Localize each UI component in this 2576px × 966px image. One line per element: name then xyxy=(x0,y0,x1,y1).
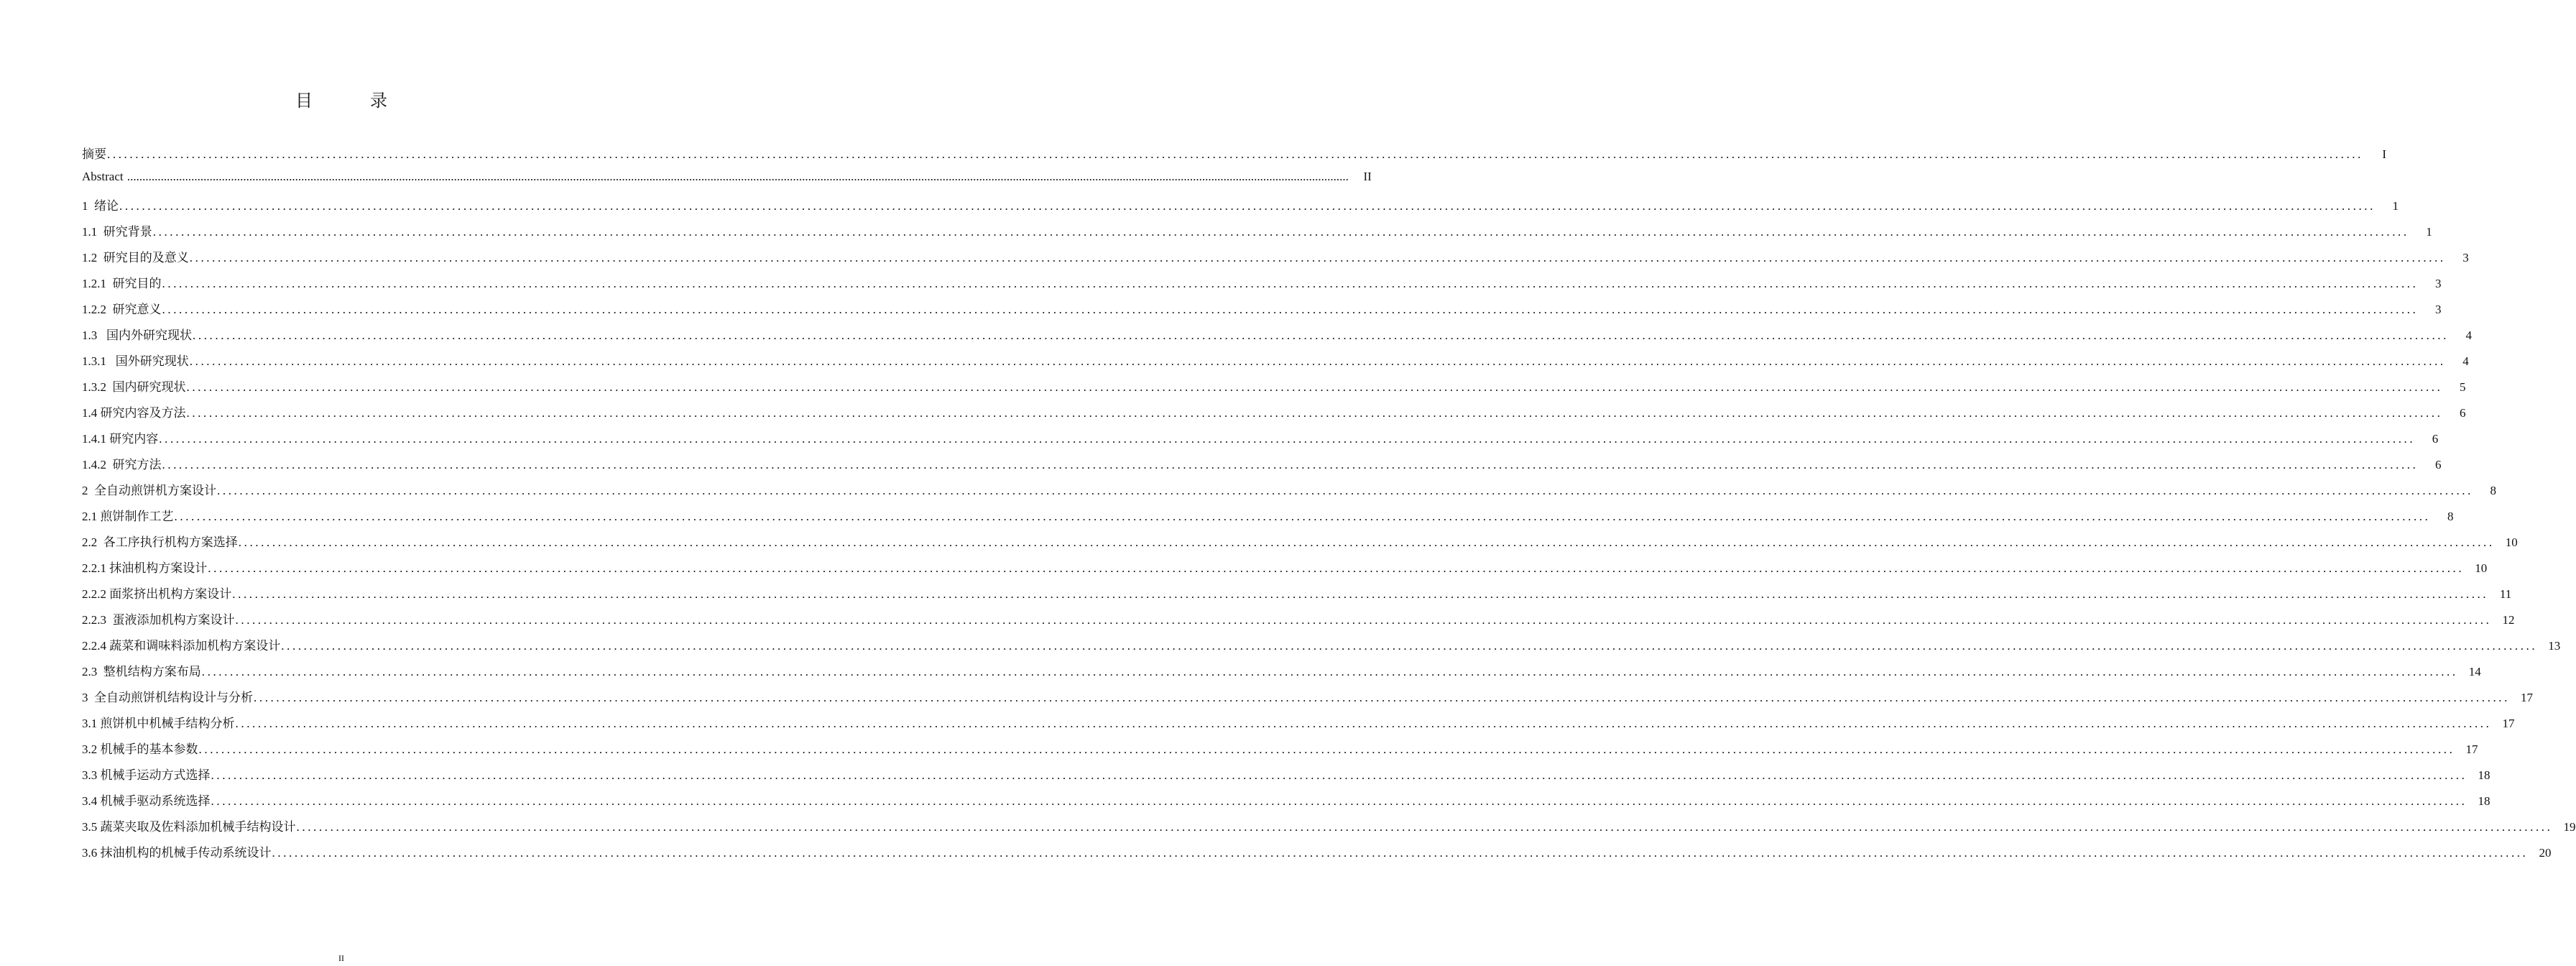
toc-entry-page-number: 11 xyxy=(2499,587,2512,601)
toc-entry-label: 3 全自动煎饼机结构设计与分析 xyxy=(82,691,253,704)
toc-entry-page-number: 19 xyxy=(2563,820,2576,834)
dot-leader: ................................................................................................................................................................................................................................................................................................................................................................................................................ xyxy=(211,768,2467,782)
toc-entry-page-number: 8 xyxy=(2447,510,2454,523)
dot-leader: ................................................................................................................................................................................................................................................................................................................................................................................................................ xyxy=(208,561,2465,575)
toc-entry-page-number: I xyxy=(2382,147,2386,161)
dot-leader: ................................................................................................................................................................................................................................................................................................................................................................................................................ xyxy=(159,432,2416,446)
toc-entry-label: 3.6 抹油机构的机械手传动系统设计 xyxy=(82,846,272,860)
dot-leader: ................................................................................................................................................................................................................................................................................................................................................................................................................ xyxy=(193,328,2449,342)
toc-entry-label: 1.2.1 研究目的 xyxy=(82,277,162,290)
toc-entry-page-number: 4 xyxy=(2462,354,2469,368)
toc-entry-page-number: 14 xyxy=(2468,665,2481,678)
toc-entry[interactable] xyxy=(82,273,2442,299)
toc-entry[interactable] xyxy=(82,351,2469,377)
toc-entry[interactable] xyxy=(82,791,2490,816)
toc-entry-label: 3.3 机械手运动方式选择 xyxy=(82,768,211,782)
toc-entry-label: 3.4 机械手驱动系统选择 xyxy=(82,794,211,808)
toc-entry-label: 1.3.2 国内研究现状 xyxy=(82,380,186,394)
toc-entry-label: 2.1 煎饼制作工艺 xyxy=(82,510,174,523)
dot-leader: ................................................................................................................................................................................................................................................................................................................................................................................................................ xyxy=(238,535,2495,549)
toc-entry[interactable] xyxy=(82,325,2472,351)
toc-entry[interactable] xyxy=(82,635,2561,661)
toc-entry-page-number: 18 xyxy=(2478,794,2490,808)
toc-entry-page-number: 3 xyxy=(2435,277,2442,290)
toc-entry-page-number: 13 xyxy=(2548,639,2561,653)
dot-leader: ................................................................................................................................................................................................................................................................................................................................................................................................................ xyxy=(152,225,2409,239)
toc-entry[interactable] xyxy=(82,687,2533,713)
toc-entry-label: 2.2.2 面浆挤出机构方案设计 xyxy=(82,587,232,601)
toc-entry-label: 2.2 各工序执行机构方案选择 xyxy=(82,535,238,549)
toc-entry[interactable] xyxy=(82,532,2518,558)
toc-title: 目 录 xyxy=(295,92,407,111)
dot-leader: ................................................................................................................................................................................................................................................................................................................................................................................................................ xyxy=(174,510,2431,523)
toc-entry-page-number: 3 xyxy=(2462,251,2469,264)
toc-entry-page-number: 8 xyxy=(2490,484,2496,497)
dot-leader: ................................................................................................................................................................................................................................................................................................................................................................................................................ xyxy=(254,691,2510,704)
toc-entry[interactable] xyxy=(82,170,1372,196)
dot-leader: ................................................................................................................................................................................................................................................................................................................................................................................................................ xyxy=(162,303,2419,316)
toc-entry-label: 1.1 研究背景 xyxy=(82,225,152,239)
dot-leader: ................................................................................................................................................................................................................................................................................................................................................................................................................ xyxy=(162,277,2419,290)
toc-entry[interactable] xyxy=(82,610,2515,635)
toc-entry-label: 1.4 研究内容及方法 xyxy=(82,406,186,420)
dot-leader: ................................................................................................................................................................................................................................................................................................................................................................................................................ xyxy=(232,587,2489,601)
toc-entry-page-number: 17 xyxy=(2465,742,2478,756)
toc-entry[interactable] xyxy=(82,428,2439,454)
dot-leader: ................................................................................................................................................................................................................................................................................................................................................................................................................ xyxy=(211,794,2467,808)
dot-leader: ................................................................................................................................................................................................................................................................................................................................................................................................................ xyxy=(272,846,2529,860)
dot-leader: ................................................................................................................................................................................................................................................................................................................................................................................................................ xyxy=(217,484,2473,497)
toc-entry[interactable] xyxy=(82,584,2512,610)
dot-leader: ................................................................................................................................................................................................................................................................................................................................................................................................................ xyxy=(235,613,2492,627)
toc-entry[interactable] xyxy=(82,816,2576,842)
toc-entry-label: 2.3 整机结构方案布局 xyxy=(82,665,201,678)
toc-entry-label: 2 全自动煎饼机方案设计 xyxy=(82,484,216,497)
dot-leader: ................................................................................................................................................................................................................................................................................................................................................................................................................ xyxy=(281,639,2538,653)
toc-entry[interactable] xyxy=(82,377,2466,402)
toc-entry[interactable] xyxy=(82,299,2442,325)
toc-entry-label: 2.2.1 抹油机构方案设计 xyxy=(82,561,208,575)
toc-entry-label: 1.3.1 国外研究现状 xyxy=(82,354,189,368)
toc-entry-page-number: 4 xyxy=(2465,328,2472,342)
toc-entry[interactable] xyxy=(82,739,2478,765)
toc-entry-page-number: 10 xyxy=(2505,535,2518,549)
toc-entry[interactable] xyxy=(82,661,2481,687)
dot-leader: ................................................................................................................................................................................................................................................................................................................................................................................................................ xyxy=(201,665,2458,678)
toc-entry-label: 摘要 xyxy=(82,147,106,161)
dot-leader: ................................................................................................................................................................................................................................................................................................................................................................................................................ xyxy=(186,380,2443,394)
toc-entry-label: 1 绪论 xyxy=(82,199,119,213)
toc-entry[interactable] xyxy=(82,558,2488,584)
toc-entry-page-number: 3 xyxy=(2435,303,2442,316)
toc-entry[interactable] xyxy=(82,454,2442,480)
toc-entry-page-number: 1 xyxy=(2392,199,2399,213)
toc-entry[interactable] xyxy=(82,506,2454,532)
toc-entry-page-number: 17 xyxy=(2521,691,2533,704)
dot-leader: ................................................................................................................................................................................................................................................................................................................................................................................................................ xyxy=(198,742,2455,756)
toc-entry[interactable] xyxy=(82,402,2466,428)
toc-entry[interactable] xyxy=(82,765,2490,791)
toc-entry-label: 3.1 煎饼机中机械手结构分析 xyxy=(82,717,235,730)
toc-entry-page-number: 12 xyxy=(2502,613,2515,627)
page-number-footer: II xyxy=(338,953,344,963)
toc-entry-page-number: 6 xyxy=(2432,432,2439,446)
toc-entry-page-number: 20 xyxy=(2539,846,2552,860)
toc-entry-page-number: 10 xyxy=(2475,561,2488,575)
toc-entry[interactable] xyxy=(82,196,2399,221)
table-of-contents xyxy=(82,144,2576,868)
toc-entry-label: 1.4.1 研究内容 xyxy=(82,432,159,446)
dot-leader: ................................................................................................................................................................................................................................................................................................................................................................................................................ xyxy=(126,170,1349,183)
toc-entry-page-number: II xyxy=(1363,170,1372,183)
toc-entry[interactable] xyxy=(82,144,2386,170)
dot-leader: ................................................................................................................................................................................................................................................................................................................................................................................................................ xyxy=(162,458,2419,472)
dot-leader: ................................................................................................................................................................................................................................................................................................................................................................................................................ xyxy=(189,354,2446,368)
dot-leader: ................................................................................................................................................................................................................................................................................................................................................................................................................ xyxy=(296,820,2553,834)
toc-entry-page-number: 17 xyxy=(2502,717,2515,730)
dot-leader: ................................................................................................................................................................................................................................................................................................................................................................................................................ xyxy=(235,717,2492,730)
dot-leader: ................................................................................................................................................................................................................................................................................................................................................................................................................ xyxy=(119,199,2376,213)
toc-entry-label: Abstract xyxy=(82,170,126,183)
toc-entry-page-number: 5 xyxy=(2460,380,2466,394)
toc-entry-label: 1.2.2 研究意义 xyxy=(82,303,162,316)
toc-entry-page-number: 6 xyxy=(2460,406,2466,420)
toc-entry-page-number: 6 xyxy=(2435,458,2442,472)
toc-entry-page-number: 18 xyxy=(2478,768,2490,782)
toc-entry-label: 1.4.2 研究方法 xyxy=(82,458,162,472)
toc-entry[interactable] xyxy=(82,713,2515,739)
toc-entry-label: 3.5 蔬菜夹取及佐料添加机械手结构设计 xyxy=(82,820,296,834)
toc-entry-label: 3.2 机械手的基本参数 xyxy=(82,742,198,756)
toc-entry-label: 1.3 国内外研究现状 xyxy=(82,328,192,342)
dot-leader: ................................................................................................................................................................................................................................................................................................................................................................................................................ xyxy=(189,251,2446,264)
toc-entry[interactable] xyxy=(82,247,2469,273)
toc-entry[interactable] xyxy=(82,480,2496,506)
toc-entry-label: 2.2.3 蛋液添加机构方案设计 xyxy=(82,613,235,627)
toc-entry[interactable] xyxy=(82,221,2432,247)
toc-entry-page-number: 1 xyxy=(2426,225,2432,239)
dot-leader: ................................................................................................................................................................................................................................................................................................................................................................................................................ xyxy=(186,406,2443,420)
toc-entry-label: 1.2 研究目的及意义 xyxy=(82,251,189,264)
toc-entry-label: 2.2.4 蔬菜和调味料添加机构方案设计 xyxy=(82,639,281,653)
dot-leader: ................................................................................................................................................................................................................................................................................................................................................................................................................ xyxy=(107,147,2363,161)
toc-entry[interactable] xyxy=(82,842,2552,868)
